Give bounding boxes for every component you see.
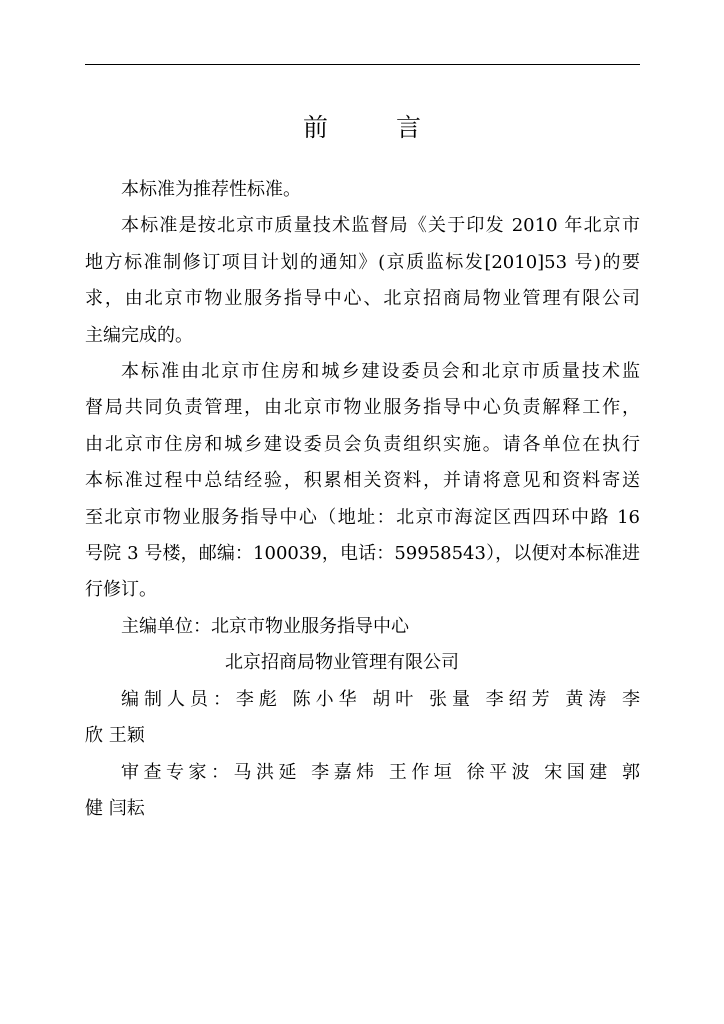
editors-line-1: 编制人员：李彪 陈小华 胡叶 张量 李绍芳 黄涛 李 xyxy=(121,688,640,710)
reviewers-line-1: 审查专家：马洪延 李嘉炜 王作垣 徐平波 宋国建 郭 xyxy=(121,761,640,783)
paragraph-line: 求，由北京市物业服务指导中心、北京招商局物业管理有限公司 xyxy=(85,288,640,310)
document-body xyxy=(85,172,640,827)
chief-editor-org-2: 北京招商局物业管理有限公司 xyxy=(225,652,459,674)
paragraph-line: 督局共同负责管理，由北京市物业服务指导中心负责解释工作， xyxy=(85,397,640,419)
paragraph-line: 本标准是按北京市质量技术监督局《关于印发 2010 年北京市 xyxy=(121,215,640,237)
paragraph-2 xyxy=(85,208,640,354)
chief-editor-org-1: 北京市物业服务指导中心 xyxy=(211,615,409,637)
paragraph-1 xyxy=(85,172,640,208)
paragraph-line: 本标准过程中总结经验，积累相关资料，并请将意见和资料寄送 xyxy=(85,470,640,492)
reviewers-line-2: 健 闫耘 xyxy=(85,797,145,819)
chief-editors-line xyxy=(85,609,640,645)
page-title: 前 言 xyxy=(303,113,451,142)
editors-line-2: 欣 王颖 xyxy=(85,725,145,747)
header-rule xyxy=(85,64,640,65)
paragraph-line: 行修订。 xyxy=(85,579,157,601)
paragraph-line: 由北京市住房和城乡建设委员会负责组织实施。请各单位在执行 xyxy=(85,433,640,455)
paragraph-line: 至北京市物业服务指导中心（地址：北京市海淀区西四环中路 16 xyxy=(85,506,640,528)
paragraph-line: 地方标准制修订项目计划的通知》(京质监标发[2010]53 号)的要 xyxy=(85,251,640,273)
paragraph-line: 号院 3 号楼，邮编：100039，电话：59958543），以便对本标准进 xyxy=(85,543,640,565)
chief-editors-label: 主编单位： xyxy=(121,615,211,637)
paragraph-line: 本标准为推荐性标准。 xyxy=(121,179,301,200)
paragraph-3 xyxy=(85,354,640,609)
paragraph-line: 主编完成的。 xyxy=(85,324,193,346)
paragraph-line: 本标准由北京市住房和城乡建设委员会和北京市质量技术监 xyxy=(121,361,640,383)
reviewers-section xyxy=(85,755,640,828)
editors-section xyxy=(85,682,640,755)
chief-editors-section xyxy=(85,609,640,682)
